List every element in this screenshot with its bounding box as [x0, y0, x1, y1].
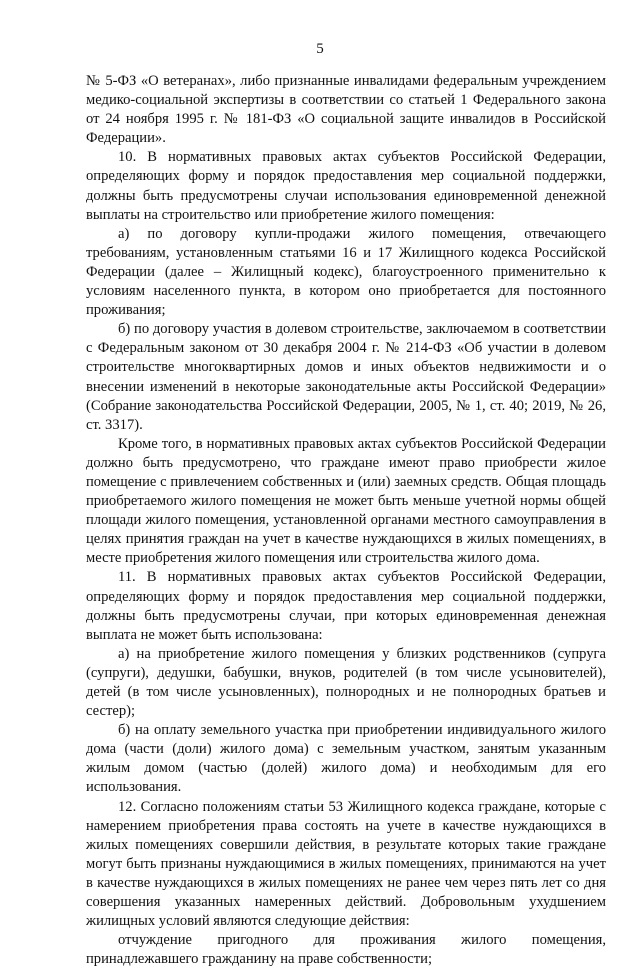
paragraph-item-12-action: отчуждение пригодного для проживания жилого помещения, принадлежавшего гражданину на праве собственности; [86, 932, 606, 968]
paragraph-item-10b: б) по договору участия в долевом строительстве, заключаемом в соответствии с Федеральным законом от 30 декабря 2004 г. № 214-ФЗ «Об участии в долевом строительстве многоквартирных домов и иных объектов недвижимости и о внесении изменений в некоторые законодательные акты Российской Федерации» (Собрание законодательства Российской Федерации, 2005, № 1, ст. 40; 2019, № 26, ст. 3317). [86, 321, 606, 433]
paragraph-item-11b: б) на оплату земельного участка при приобретении индивидуального жилого дома (части (доли) жилого дома) с земельным участком, занятым указанным жилым домом (частью (долей) жилого дома) и необходимым для его использования. [86, 722, 606, 796]
page-number: 5 [316, 41, 324, 57]
paragraph-additional: Кроме того, в нормативных правовых актах субъектов Российской Федерации должно быть предусмотрено, что граждане имеют право приобрести жилое помещение с привлечением собственных и (или) заемных средств. Общая площадь приобретаемого жилого помещения не может быть меньше учетной нормы общей площади жилого помещения, установленной органами местного самоуправления в целях принятия граждан на учет в качестве нуждающихся в жилых помещениях, в месте приобретения жилого помещения или строительства жилого дома. [86, 435, 606, 567]
paragraph-item-11a: а) на приобретение жилого помещения у близких родственников (супруга (супруги), дедушки, бабушки, внуков, родителей (в том числе усыновителей), детей (в том числе усыновленных), полнородных и не полнородных братьев и сестер); [86, 645, 606, 720]
paragraph-item-12: 12. Согласно положениям статьи 53 Жилищного кодекса граждане, которые с намерением приобретения права состоять на учете в качестве нуждающихся в жилых помещениях совершили действия, в результате которых такие граждане могут быть признаны нуждающимися в жилых помещениях, принимаются на учет в качестве нуждающихся в жилых помещениях не ранее чем через пять лет со дня совершения указанных намеренных действий. Добровольным ухудшением жилищных условий являются следующие действия: [86, 798, 606, 930]
paragraph-item-10a: а) по договору купли-продажи жилого помещения, отвечающего требованиям, установленным статьями 16 и 17 Жилищного кодекса Российской Федерации (далее – Жилищный кодекс), благоустроенного применительно к условиям населенного пункта, в котором оно приобретается для постоянного проживания; [86, 225, 606, 319]
paragraph-item-11: 11. В нормативных правовых актах субъектов Российской Федерации, определяющих форму и порядок предоставления мер социальной поддержки, должны быть предусмотрены случаи, при которых единовременная денежная выплата не может быть использована: [86, 569, 606, 643]
paragraph-continuation: № 5-ФЗ «О ветеранах», либо признанные инвалидами федеральным учреждением медико-социальной экспертизы в соответствии со статьей 1 Федерального закона от 24 ноября 1995 г. № 181-ФЗ «О социальной защите инвалидов в Российской Федерации». [86, 73, 606, 147]
paragraph-item-10: 10. В нормативных правовых актах субъектов Российской Федерации, определяющих форму и порядок предоставления мер социальной поддержки, должны быть предусмотрены случаи использования единовременной денежной выплаты на строительство или приобретение жилого помещения: [86, 149, 606, 223]
document-body [86, 72, 606, 969]
